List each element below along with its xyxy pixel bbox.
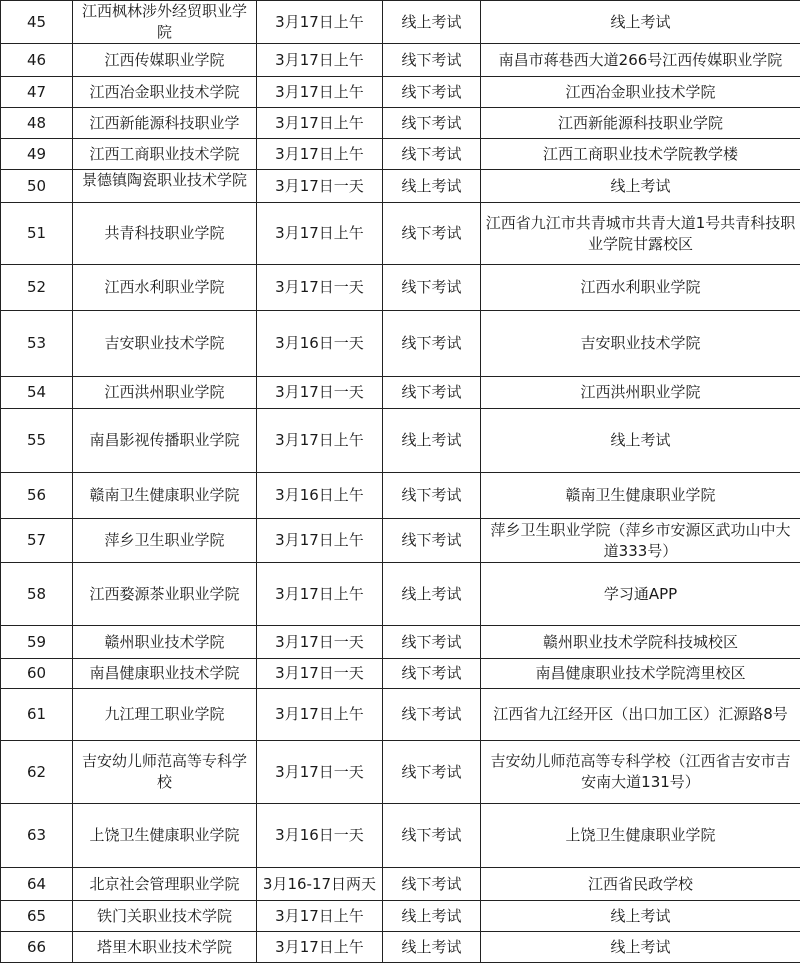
row-number: 47	[1, 77, 73, 108]
exam-mode: 线上考试	[383, 170, 481, 203]
school-name: 萍乡卫生职业学院	[73, 519, 257, 563]
exam-mode: 线下考试	[383, 139, 481, 170]
table-row	[1, 901, 800, 932]
exam-date: 3月16日一天	[257, 311, 383, 377]
exam-date: 3月17日一天	[257, 626, 383, 659]
row-number: 56	[1, 473, 73, 519]
table-row	[1, 659, 800, 689]
row-number: 51	[1, 203, 73, 265]
exam-location: 江西洪州职业学院	[481, 377, 800, 409]
exam-date: 3月17日上午	[257, 689, 383, 741]
exam-date: 3月17日上午	[257, 901, 383, 932]
exam-location: 线上考试	[481, 170, 800, 203]
row-number: 46	[1, 44, 73, 77]
exam-date: 3月17日上午	[257, 44, 383, 77]
school-name: 江西枫林涉外经贸职业学院	[73, 1, 257, 44]
row-number: 53	[1, 311, 73, 377]
exam-mode: 线下考试	[383, 804, 481, 868]
table-row	[1, 409, 800, 473]
table-row	[1, 473, 800, 519]
exam-date: 3月16日上午	[257, 473, 383, 519]
school-name: 江西传媒职业学院	[73, 44, 257, 77]
exam-location: 线上考试	[481, 1, 800, 44]
table-row	[1, 741, 800, 804]
school-name: 上饶卫生健康职业学院	[73, 804, 257, 868]
school-name: 共青科技职业学院	[73, 203, 257, 265]
table-row	[1, 689, 800, 741]
row-number: 66	[1, 932, 73, 963]
exam-mode: 线上考试	[383, 901, 481, 932]
exam-location: 吉安幼儿师范高等专科学校（江西省吉安市吉安南大道131号）	[481, 741, 800, 804]
school-name: 景德镇陶瓷职业技术学院	[73, 170, 257, 203]
exam-location: 萍乡卫生职业学院（萍乡市安源区武功山中大道333号）	[481, 519, 800, 563]
table-row	[1, 1, 800, 44]
exam-mode: 线下考试	[383, 77, 481, 108]
exam-mode: 线下考试	[383, 311, 481, 377]
table-row	[1, 44, 800, 77]
table-row	[1, 563, 800, 626]
exam-mode: 线下考试	[383, 377, 481, 409]
table-row	[1, 804, 800, 868]
exam-location: 南昌市蒋巷西大道266号江西传媒职业学院	[481, 44, 800, 77]
exam-location: 线上考试	[481, 409, 800, 473]
exam-mode: 线下考试	[383, 659, 481, 689]
school-name: 南昌影视传播职业学院	[73, 409, 257, 473]
row-number: 62	[1, 741, 73, 804]
school-name: 江西婺源茶业职业学院	[73, 563, 257, 626]
exam-location: 线上考试	[481, 901, 800, 932]
exam-date: 3月17日一天	[257, 659, 383, 689]
school-name: 江西洪州职业学院	[73, 377, 257, 409]
table-row	[1, 868, 800, 901]
exam-mode: 线下考试	[383, 44, 481, 77]
exam-date: 3月17日一天	[257, 170, 383, 203]
table-row	[1, 265, 800, 311]
row-number: 52	[1, 265, 73, 311]
exam-date: 3月16-17日两天	[257, 868, 383, 901]
table-row	[1, 139, 800, 170]
school-name: 江西水利职业学院	[73, 265, 257, 311]
row-number: 64	[1, 868, 73, 901]
exam-location: 线上考试	[481, 932, 800, 963]
school-name: 九江理工职业学院	[73, 689, 257, 741]
table-row	[1, 108, 800, 139]
exam-date: 3月16日一天	[257, 804, 383, 868]
table-row	[1, 170, 800, 203]
school-name: 赣州职业技术学院	[73, 626, 257, 659]
row-number: 63	[1, 804, 73, 868]
school-name: 塔里木职业技术学院	[73, 932, 257, 963]
table-row	[1, 377, 800, 409]
exam-date: 3月17日上午	[257, 409, 383, 473]
table-body	[1, 1, 800, 963]
exam-date: 3月17日上午	[257, 563, 383, 626]
row-number: 60	[1, 659, 73, 689]
school-name: 吉安幼儿师范高等专科学校	[73, 741, 257, 804]
row-number: 49	[1, 139, 73, 170]
school-name: 南昌健康职业技术学院	[73, 659, 257, 689]
exam-mode: 线下考试	[383, 626, 481, 659]
row-number: 65	[1, 901, 73, 932]
exam-location: 赣南卫生健康职业学院	[481, 473, 800, 519]
exam-location: 江西省九江市共青城市共青大道1号共青科技职业学院甘露校区	[481, 203, 800, 265]
exam-date: 3月17日上午	[257, 1, 383, 44]
exam-location: 学习通APP	[481, 563, 800, 626]
exam-mode: 线上考试	[383, 563, 481, 626]
exam-mode: 线下考试	[383, 689, 481, 741]
exam-date: 3月17日上午	[257, 932, 383, 963]
table-row	[1, 77, 800, 108]
school-name: 铁门关职业技术学院	[73, 901, 257, 932]
exam-date: 3月17日上午	[257, 77, 383, 108]
school-name: 江西冶金职业技术学院	[73, 77, 257, 108]
exam-mode: 线上考试	[383, 409, 481, 473]
exam-location: 江西新能源科技职业学院	[481, 108, 800, 139]
exam-mode: 线上考试	[383, 1, 481, 44]
exam-location: 南昌健康职业技术学院湾里校区	[481, 659, 800, 689]
row-number: 50	[1, 170, 73, 203]
school-name: 北京社会管理职业学院	[73, 868, 257, 901]
table-row	[1, 626, 800, 659]
exam-mode: 线下考试	[383, 108, 481, 139]
exam-location: 吉安职业技术学院	[481, 311, 800, 377]
table-row	[1, 932, 800, 963]
row-number: 55	[1, 409, 73, 473]
row-number: 48	[1, 108, 73, 139]
exam-location: 江西省九江经开区（出口加工区）汇源路8号	[481, 689, 800, 741]
exam-mode: 线下考试	[383, 203, 481, 265]
exam-date: 3月17日一天	[257, 265, 383, 311]
exam-location: 江西工商职业技术学院教学楼	[481, 139, 800, 170]
table-row	[1, 311, 800, 377]
row-number: 58	[1, 563, 73, 626]
exam-mode: 线下考试	[383, 868, 481, 901]
school-name: 赣南卫生健康职业学院	[73, 473, 257, 519]
row-number: 59	[1, 626, 73, 659]
school-name: 江西工商职业技术学院	[73, 139, 257, 170]
row-number: 45	[1, 1, 73, 44]
table-row	[1, 519, 800, 563]
exam-mode: 线下考试	[383, 519, 481, 563]
exam-mode: 线下考试	[383, 265, 481, 311]
exam-mode: 线下考试	[383, 473, 481, 519]
school-name: 江西新能源科技职业学	[73, 108, 257, 139]
school-name: 吉安职业技术学院	[73, 311, 257, 377]
exam-mode: 线上考试	[383, 932, 481, 963]
exam-location: 江西水利职业学院	[481, 265, 800, 311]
row-number: 57	[1, 519, 73, 563]
exam-location: 赣州职业技术学院科技城校区	[481, 626, 800, 659]
exam-date: 3月17日一天	[257, 741, 383, 804]
exam-date: 3月17日一天	[257, 377, 383, 409]
exam-location: 上饶卫生健康职业学院	[481, 804, 800, 868]
exam-date: 3月17日上午	[257, 203, 383, 265]
exam-date: 3月17日上午	[257, 108, 383, 139]
table-row	[1, 203, 800, 265]
exam-date: 3月17日上午	[257, 139, 383, 170]
exam-location: 江西冶金职业技术学院	[481, 77, 800, 108]
exam-location: 江西省民政学校	[481, 868, 800, 901]
row-number: 54	[1, 377, 73, 409]
exam-mode: 线下考试	[383, 741, 481, 804]
exam-date: 3月17日上午	[257, 519, 383, 563]
row-number: 61	[1, 689, 73, 741]
